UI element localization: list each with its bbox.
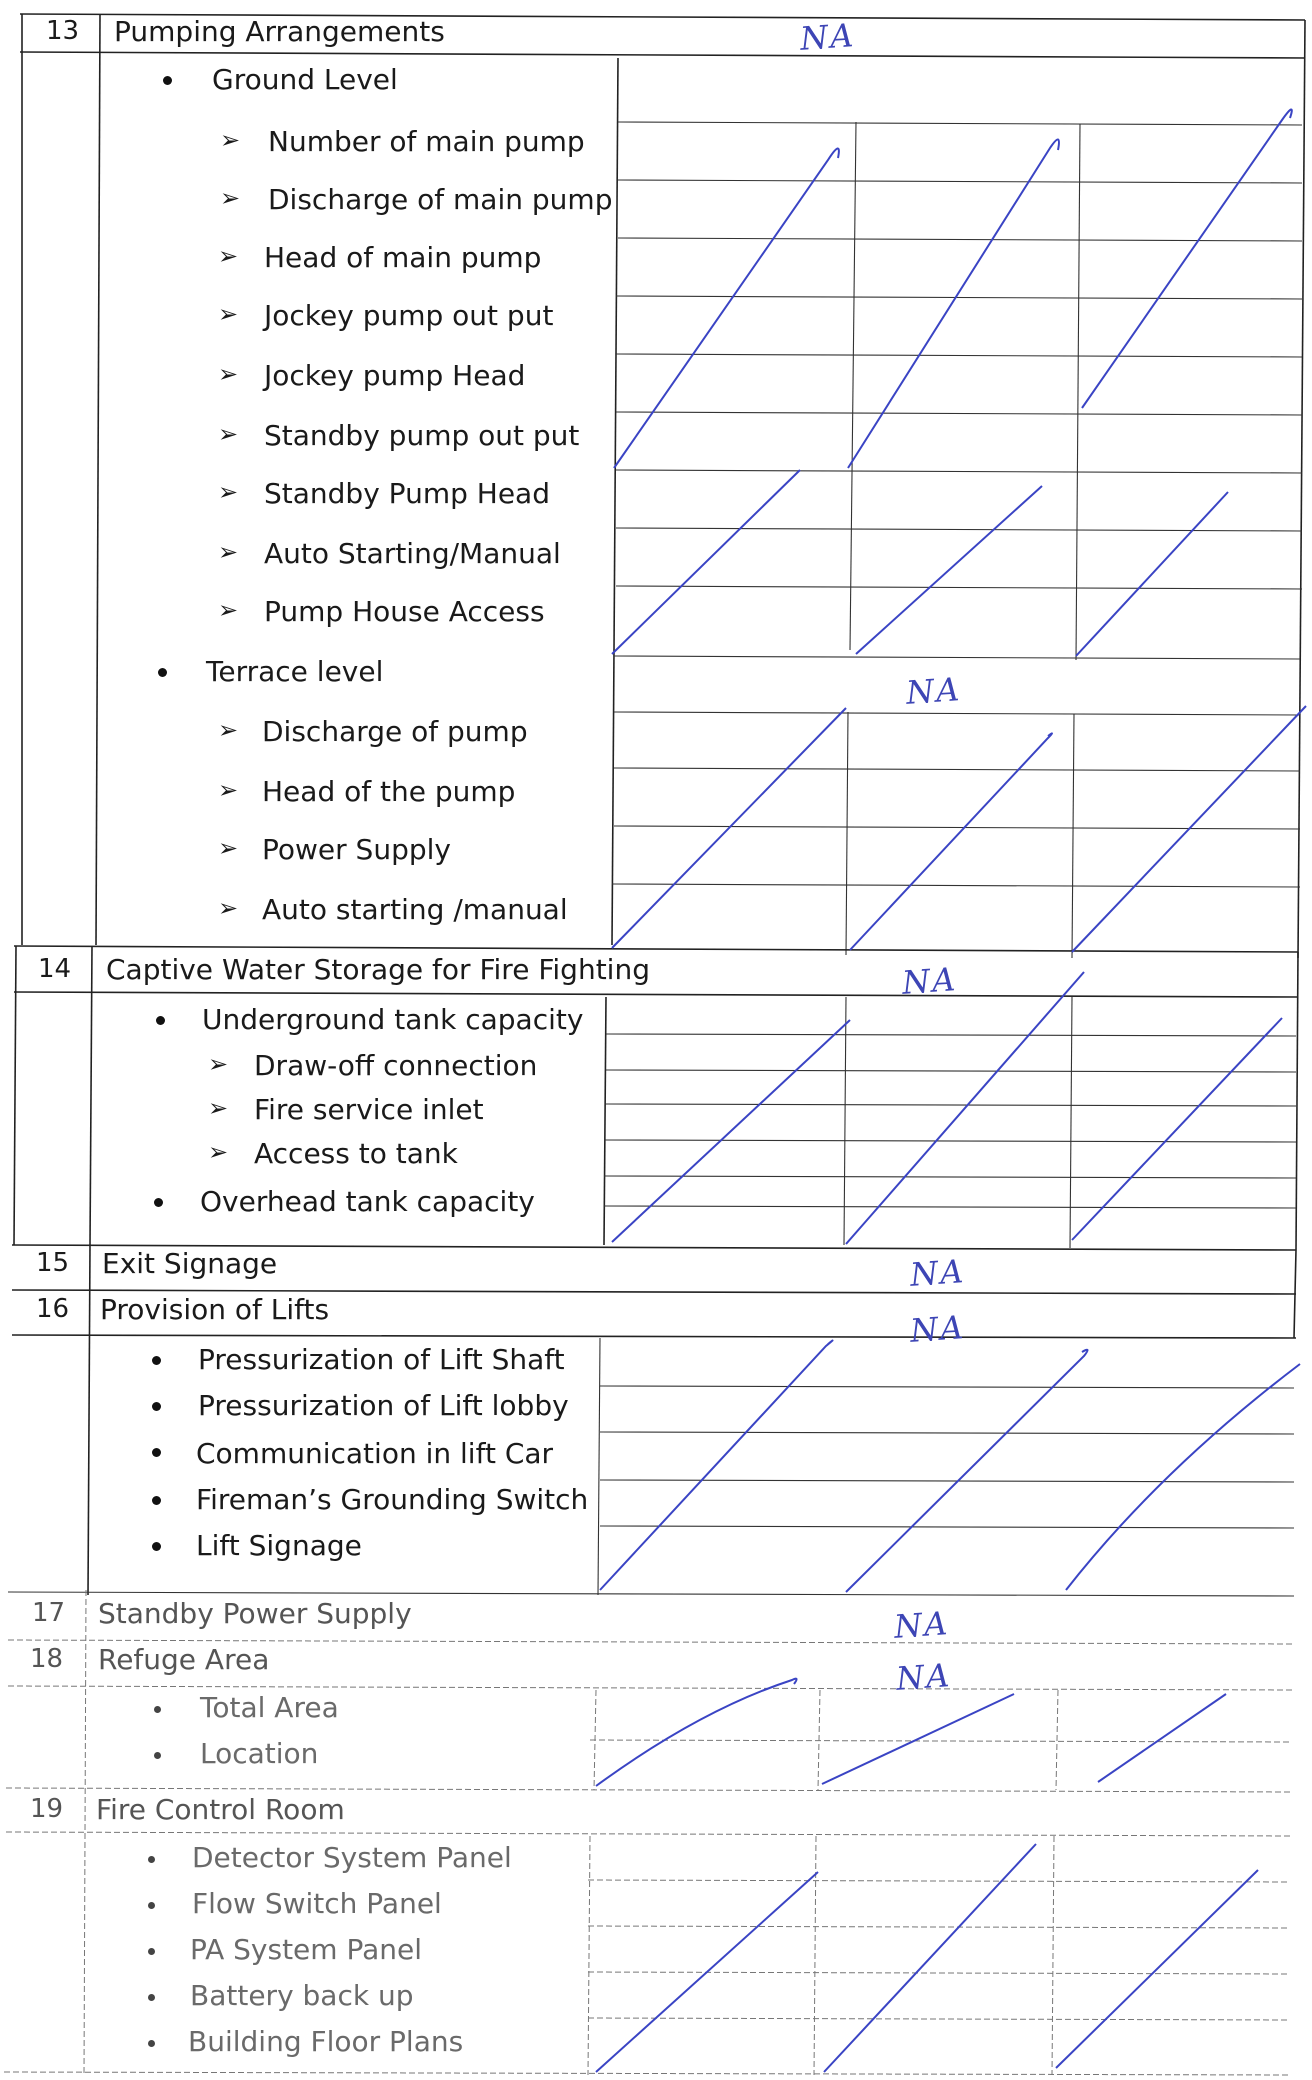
section-title: Standby Power Supply: [98, 1597, 412, 1630]
section-title: Refuge Area: [98, 1643, 270, 1676]
bullet-icon: [152, 1402, 161, 1411]
group-heading: Terrace level: [206, 655, 384, 688]
handwritten-strikes: [596, 109, 1306, 2072]
arrow-bullet-icon: ➢: [218, 360, 239, 388]
list-item: Detector System Panel: [192, 1841, 512, 1874]
list-item: Auto starting /manual: [262, 893, 568, 926]
arrow-bullet-icon: ➢: [218, 776, 239, 804]
arrow-bullet-icon: ➢: [218, 538, 239, 566]
bullet-icon: [154, 1752, 161, 1759]
arrow-bullet-icon: ➢: [218, 300, 239, 328]
bullet-icon: [148, 1948, 155, 1955]
handwritten-na-mark: NA: [908, 1308, 967, 1350]
bullet-icon: [152, 1496, 161, 1505]
section-number: 16: [36, 1294, 70, 1324]
arrow-bullet-icon: ➢: [208, 1138, 229, 1166]
list-item: Total Area: [200, 1691, 339, 1724]
list-item: Communication in lift Car: [196, 1437, 554, 1470]
bullet-icon: [163, 76, 172, 85]
arrow-bullet-icon: ➢: [218, 478, 239, 506]
list-item: Discharge of pump: [262, 715, 528, 748]
bullet-icon: [152, 1448, 161, 1457]
section-number: 13: [46, 16, 80, 46]
list-item: Pressurization of Lift lobby: [198, 1389, 569, 1422]
arrow-bullet-icon: ➢: [220, 126, 241, 154]
list-item: Discharge of main pump: [268, 183, 613, 216]
section-title: Provision of Lifts: [100, 1293, 330, 1326]
list-item: Auto Starting/Manual: [264, 537, 561, 570]
list-item: Lift Signage: [196, 1529, 362, 1562]
list-item: PA System Panel: [190, 1933, 422, 1966]
handwritten-na-mark: NA: [894, 1656, 953, 1698]
list-item: Fire service inlet: [254, 1093, 484, 1126]
arrow-bullet-icon: ➢: [218, 834, 239, 862]
list-item: Fireman’s Grounding Switch: [196, 1483, 589, 1516]
section-number: 18: [30, 1644, 64, 1674]
section-number: 14: [38, 954, 72, 984]
bullet-icon: [152, 1542, 161, 1551]
bullet-icon: [154, 1198, 163, 1207]
handwritten-na-mark: NA: [908, 1252, 967, 1294]
section-title: Fire Control Room: [96, 1793, 345, 1826]
handwritten-na-mark: NA: [904, 670, 963, 712]
arrow-bullet-icon: ➢: [208, 1094, 229, 1122]
list-item: Number of main pump: [268, 125, 585, 158]
list-item: Head of the pump: [262, 775, 516, 808]
list-item: Jockey pump Head: [264, 359, 526, 392]
bullet-icon: [152, 1356, 161, 1365]
section-title: Captive Water Storage for Fire Fighting: [106, 953, 650, 986]
list-item: Jockey pump out put: [264, 299, 554, 332]
arrow-bullet-icon: ➢: [220, 184, 241, 212]
arrow-bullet-icon: ➢: [218, 596, 239, 624]
arrow-bullet-icon: ➢: [218, 716, 239, 744]
bullet-icon: [156, 1016, 165, 1025]
list-item: Pump House Access: [264, 595, 545, 628]
arrow-bullet-icon: ➢: [208, 1050, 229, 1078]
list-item: Head of main pump: [264, 241, 542, 274]
list-item: Draw-off connection: [254, 1049, 538, 1082]
bullet-icon: [158, 668, 167, 677]
arrow-bullet-icon: ➢: [218, 420, 239, 448]
list-item: Standby Pump Head: [264, 477, 550, 510]
handwritten-na-mark: NA: [900, 960, 959, 1002]
bullet-icon: [148, 1902, 155, 1909]
bullet-icon: [148, 1994, 155, 2001]
bullet-icon: [154, 1706, 161, 1713]
handwritten-na-mark: NA: [892, 1604, 951, 1646]
group-heading: Underground tank capacity: [202, 1003, 584, 1036]
handwritten-na-mark: NA: [798, 16, 857, 58]
list-item: Battery back up: [190, 1979, 414, 2012]
group-heading: Ground Level: [212, 63, 398, 96]
list-item: Location: [200, 1737, 319, 1770]
list-item: Pressurization of Lift Shaft: [198, 1343, 565, 1376]
section-title: Pumping Arrangements: [114, 15, 445, 48]
list-item: Access to tank: [254, 1137, 458, 1170]
list-item: Flow Switch Panel: [192, 1887, 442, 1920]
bullet-icon: [148, 2040, 155, 2047]
section-number: 17: [32, 1598, 66, 1628]
arrow-bullet-icon: ➢: [218, 894, 239, 922]
list-item: Building Floor Plans: [188, 2025, 464, 2058]
section-number: 15: [36, 1248, 70, 1278]
section-title: Exit Signage: [102, 1247, 278, 1280]
bullet-icon: [148, 1856, 155, 1863]
arrow-bullet-icon: ➢: [218, 242, 239, 270]
section-number: 19: [30, 1794, 64, 1824]
list-item: Power Supply: [262, 833, 451, 866]
group-heading: Overhead tank capacity: [200, 1185, 535, 1218]
list-item: Standby pump out put: [264, 419, 580, 452]
